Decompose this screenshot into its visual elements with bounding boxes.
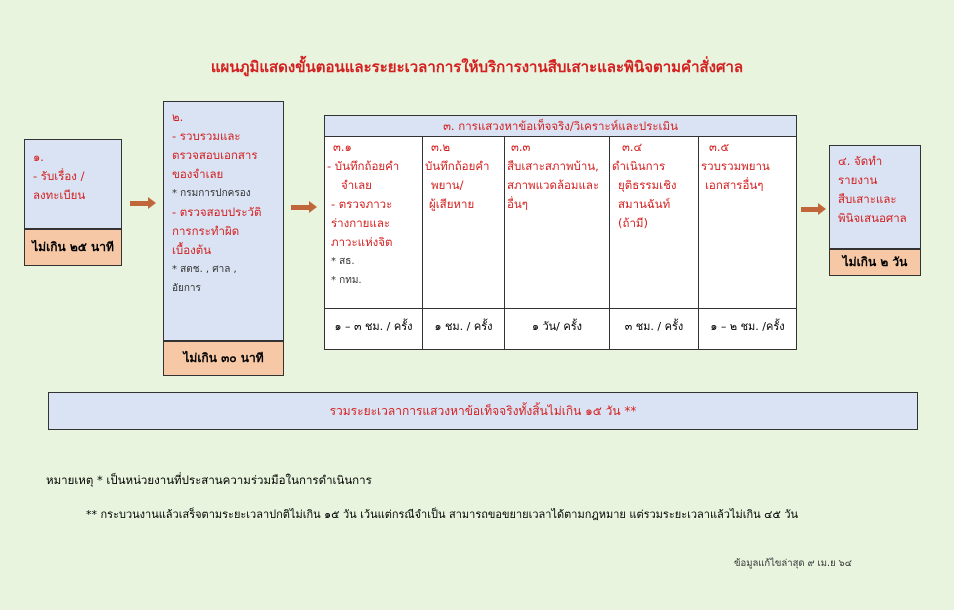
step3-4-line: สมานฉันท์ <box>618 197 671 211</box>
step3-1-number: ๓.๑ <box>333 140 352 154</box>
step2-duration: ไม่เกิน ๓๐ นาที <box>163 341 284 376</box>
step3-col-1 <box>325 136 423 349</box>
last-updated: ข้อมูลแก้ไขล่าสุด ๙ เม.ย ๖๔ <box>734 558 852 569</box>
step3-5-line: รวบรวมพยาน <box>701 159 770 173</box>
step3-1-note: * กทม. <box>331 275 362 286</box>
step3-2-number: ๓.๒ <box>431 140 451 154</box>
arrow-2-3 <box>291 205 310 210</box>
step3-3-duration: ๑ วัน/ ครั้ง <box>505 308 609 349</box>
arrow-3-4 <box>801 207 819 212</box>
step3-3-line: สภาพแวดล้อมและ <box>507 178 600 192</box>
step3-3-line: อื่นๆ <box>507 197 528 211</box>
step2-line-c: ของจำเลย <box>172 167 224 181</box>
step2-line-b: ตรวจสอบเอกสาร <box>172 148 258 162</box>
step3-5-line: เอกสารอื่นๆ <box>705 178 764 192</box>
step3-col-3 <box>505 136 610 349</box>
step3-2-line: บันทึกถ้อยคำ <box>425 159 490 173</box>
step3-2-line: พยาน/ <box>431 178 464 192</box>
step1-line1: - รับเรื่อง / <box>33 169 85 183</box>
step4-box <box>829 145 921 249</box>
step2-line-a: - รวบรวมและ <box>172 129 241 143</box>
step1-box <box>24 139 122 229</box>
step2-line-e: การกระทำผิด <box>172 224 240 238</box>
step3-1-line: ภาวะแห่งจิต <box>331 235 393 249</box>
step3-group <box>324 115 797 350</box>
step3-4-duration: ๓ ชม. / ครั้ง <box>610 308 698 349</box>
step1-number: ๑. <box>33 150 44 164</box>
step3-3-line: สืบเสาะสภาพบ้าน, <box>507 159 599 173</box>
step3-4-number: ๓.๔ <box>622 140 643 154</box>
step3-1-line: จำเลย <box>341 178 372 192</box>
step3-header: ๓. การแสวงหาข้อเท็จจริง/วิเคราะห์และประเมิน <box>325 116 796 137</box>
step2-line-d: - ตรวจสอบประวัติ <box>172 205 262 219</box>
step3-5-number: ๓.๕ <box>709 140 730 154</box>
step4-duration: ไม่เกิน ๒ วัน <box>829 249 921 276</box>
step3-3-number: ๓.๓ <box>511 140 531 154</box>
step3-4-line: ยุติธรรมเชิง <box>618 178 677 192</box>
step4-line: สืบเสาะและ <box>838 192 897 206</box>
chart-title: แผนภูมิแสดงขั้นตอนและระยะเวลาการให้บริการงานสืบเสาะและพินิจตามคำสั่งศาล <box>210 58 744 76</box>
step2-line-f: เบื้องต้น <box>172 243 212 257</box>
step2-note1: * กรมการปกครอง <box>172 188 251 199</box>
remark-note: หมายเหตุ * เป็นหน่วยงานที่ประสานความร่วมมือในการดำเนินการ <box>46 473 372 487</box>
step2-note2a: * สตช. , ศาล , <box>172 264 237 275</box>
step3-2-line: ผู้เสียหาย <box>429 197 475 211</box>
step3-1-duration: ๑ – ๓ ชม. / ครั้ง <box>325 308 422 349</box>
step3-4-line: ดำเนินการ <box>612 159 666 173</box>
step3-col-2 <box>423 136 505 349</box>
step3-5-duration: ๑ – ๒ ชม. /ครั้ง <box>699 308 796 349</box>
step4-line: รายงาน <box>838 173 878 187</box>
step3-col-5 <box>699 136 796 349</box>
step4-line: พินิจเสนอศาล <box>838 211 907 225</box>
step2-note2b: อัยการ <box>172 283 201 294</box>
step3-2-duration: ๑ ชม. / ครั้ง <box>423 308 504 349</box>
step3-1-line: - บันทึกถ้อยคำ <box>327 159 400 173</box>
total-time-box: รวมระยะเวลาการแสวงหาข้อเท็จจริงทั้งสิ้นไม่เกิน ๑๕ วัน ** <box>48 392 918 430</box>
step1-duration: ไม่เกิน ๒๕ นาที <box>24 229 122 266</box>
step4-number: ๔. จัดทำ <box>838 154 883 168</box>
arrow-1-2 <box>130 201 149 206</box>
step2-box <box>163 101 284 341</box>
remark-note-2: ** กระบวนงานแล้วเสร็จตามระยะเวลาปกติไม่เกิน ๑๕ วัน เว้นแต่กรณีจำเป็น สามารถขอขยายเวลาได้ตามกฎหมาย แต่รวมระยะเวลาแล้วไม่เกิน ๔๕ วัน <box>86 508 799 521</box>
step3-1-note: * สธ. <box>331 256 355 267</box>
step3-4-line: (ถ้ามี) <box>618 216 648 230</box>
step3-col-4 <box>610 136 699 349</box>
step3-1-line: - ตรวจภาวะ <box>331 197 393 211</box>
step3-1-line: ร่างกายและ <box>331 216 391 230</box>
step2-number: ๒. <box>172 110 184 124</box>
step1-line2: ลงทะเบียน <box>33 188 86 202</box>
